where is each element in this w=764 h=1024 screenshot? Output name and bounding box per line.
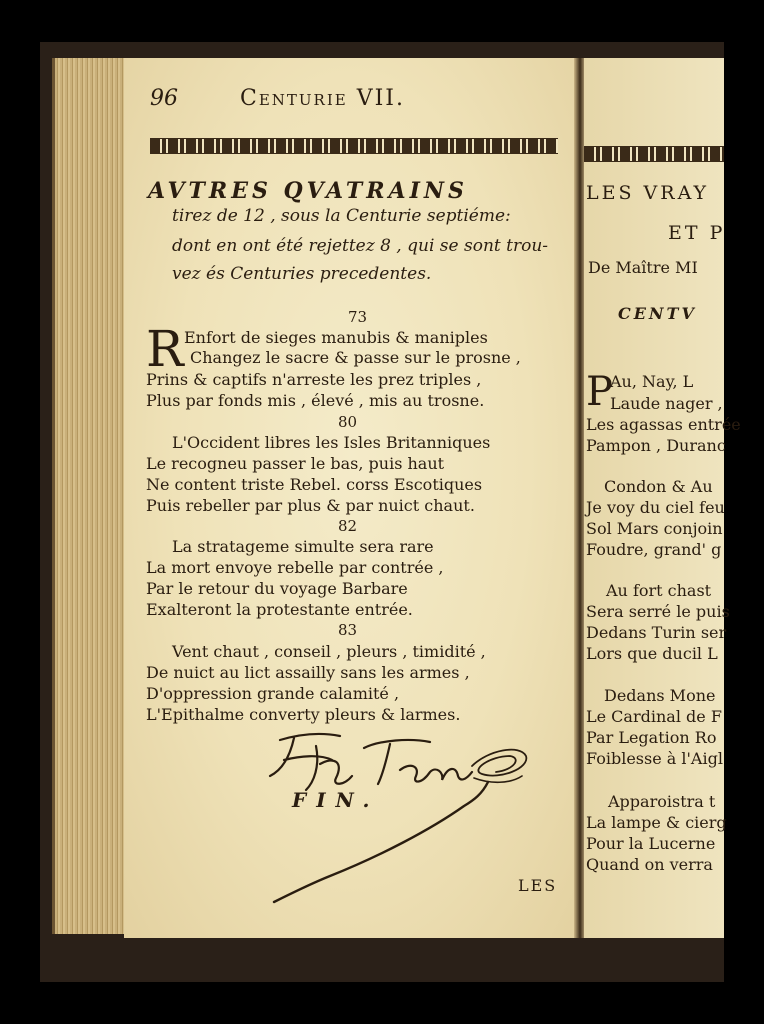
verse-line: Changez le sacre & passe sur le prosne , [190, 348, 521, 367]
right-verse-line: Les agassas entrée [586, 415, 741, 434]
verse-line: D'oppression grande calamité , [146, 684, 400, 703]
verse-line: Plus par fonds mis , élevé , mis au trosne. [146, 391, 485, 410]
section-heading-line: dont en ont été rejettez 8 , qui se sont trou- [172, 236, 549, 256]
section-heading-line: tirez de 12 , sous la Centurie septiéme: [172, 206, 511, 226]
verse-line: Ne content triste Rebel. corss Escotiques [146, 475, 483, 494]
quatrain-number: 83 [338, 621, 358, 639]
right-section-heading: CENTV [618, 304, 697, 323]
ornament-band-right [584, 146, 724, 162]
right-title-line: De Maître MI [588, 258, 698, 277]
verse-line: La mort envoye rebelle par contrée , [146, 558, 444, 577]
fin-mark: FIN. [292, 788, 380, 812]
verse-line: Prins & captifs n'arreste les prez triples , [146, 370, 482, 389]
right-verse-line: Au fort chast [606, 581, 712, 600]
right-title-line: LES VRAY [586, 182, 710, 204]
folio-number: 96 [150, 86, 178, 111]
right-verse-line: Dedans Turin ser [586, 623, 727, 642]
page-edge-stack [52, 58, 128, 934]
right-verse-line: Apparoistra t [608, 792, 716, 811]
verse-line: Exalteront la protestante entrée. [146, 600, 413, 619]
drop-capital: R [146, 320, 184, 378]
right-title-line: ET P [668, 222, 726, 244]
verse-line: L'Occident libres les Isles Britanniques [172, 433, 491, 452]
verse-line: Vent chaut , conseil , pleurs , timidité , [172, 642, 486, 661]
right-verse-line: Foiblesse à l'Aigl [586, 749, 723, 768]
right-verse-line: Foudre, grand' g [586, 540, 722, 559]
quatrain-number: 73 [348, 308, 368, 326]
verse-line: Puis rebeller par plus & par nuict chaut. [146, 496, 475, 515]
verse-line: L'Epithalme converty pleurs & larmes. [146, 705, 461, 724]
right-verse-line: Pour la Lucerne [586, 834, 716, 853]
right-verse-line: Sol Mars conjoin [586, 519, 723, 538]
quatrain-number: 82 [338, 517, 358, 535]
catchword: LES [518, 876, 558, 895]
running-head: Centurie VII. [240, 86, 405, 111]
right-verse-line: Laude nager , [610, 394, 723, 413]
right-drop-capital: P [586, 369, 613, 415]
right-verse-line: Le Cardinal de F [586, 707, 722, 726]
right-verse-line: La lampe & cierg [586, 813, 727, 832]
right-verse-line: Au, Nay, L [610, 372, 694, 391]
verse-line: La stratageme simulte sera rare [172, 537, 434, 556]
right-verse-line: Par Legation Ro [586, 728, 717, 747]
right-verse-line: Lors que ducil L [586, 644, 718, 663]
verse-line: Enfort de sieges manubis & maniples [184, 328, 488, 347]
right-verse-line: Sera serré le puis [586, 602, 730, 621]
verse-line: De nuict au lict assailly sans les armes , [146, 663, 470, 682]
right-verse-line: Condon & Au [604, 477, 713, 496]
ornament-band-left [150, 138, 558, 154]
handwritten-signature [260, 726, 540, 916]
right-verse-line: Je voy du ciel feu [586, 498, 725, 517]
right-verse-line: Dedans Mone [604, 686, 716, 705]
verse-line: Par le retour du voyage Barbare [146, 579, 408, 598]
section-heading-line: vez és Centuries precedentes. [172, 264, 432, 284]
quatrain-number: 80 [338, 413, 358, 431]
verse-line: Le recogneu passer le bas, puis haut [146, 454, 445, 473]
right-verse-line: Pampon , Duranc [586, 436, 726, 455]
right-verse-line: Quand on verra [586, 855, 713, 874]
section-heading: AVTRES QVATRAINS [148, 178, 468, 204]
